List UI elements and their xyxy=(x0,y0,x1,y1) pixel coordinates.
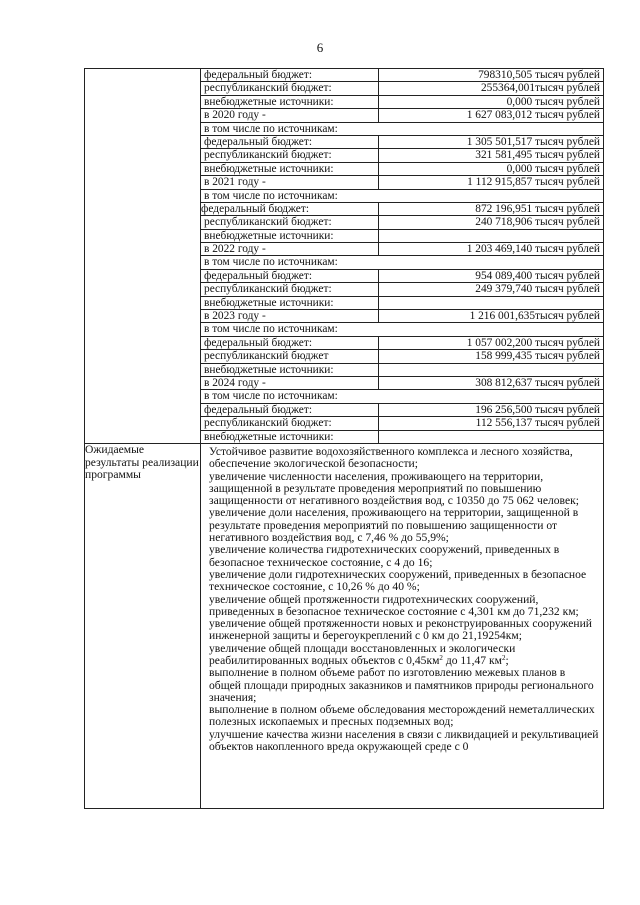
funding-subheading: в том числе по источникам: xyxy=(201,122,603,135)
funding-label: федеральный бюджет: xyxy=(201,69,379,82)
funding-subheading: в том числе по источникам: xyxy=(201,390,603,403)
funding-left-cell xyxy=(85,69,201,444)
results-label: Ожидаемые результаты реализации программы xyxy=(85,443,201,808)
funding-value: 321 581,495 тысяч рублей xyxy=(379,149,604,162)
funding-row xyxy=(201,283,603,296)
funding-value xyxy=(379,430,604,443)
result-item: увеличение общей площади восстановленных и экологически реабилитированных водных объектов с $0,45км^2$ до 11,47 $км^2$; xyxy=(209,641,516,667)
funding-label: внебюджетные источники: xyxy=(201,162,379,175)
funding-row xyxy=(201,430,603,443)
results-section xyxy=(85,443,604,808)
funding-row xyxy=(201,135,603,148)
funding-value: 0,000 тысяч рублей xyxy=(379,162,604,175)
funding-value: 0,000 тысяч рублей xyxy=(379,95,604,108)
funding-label: федеральный бюджет: xyxy=(201,269,379,282)
funding-row xyxy=(201,323,603,336)
funding-label: республиканский бюджет: xyxy=(201,216,379,229)
funding-value xyxy=(379,363,604,376)
funding-row xyxy=(201,336,603,349)
funding-row xyxy=(201,417,603,430)
funding-row xyxy=(201,256,603,269)
funding-value: 112 556,137 тысяч рублей xyxy=(379,417,604,430)
result-item: выполнение в полном объеме работ по изготовлению межевых планов в общей площади природных заказников и памятников природы регионального значения; xyxy=(209,666,594,704)
result-item: увеличение доли гидротехнических сооружений, приведенных в безопасное техническое состояние, с 10,26 % до 40 %; xyxy=(209,567,587,594)
results-text xyxy=(201,444,603,808)
funding-row xyxy=(201,350,603,363)
page-number: 6 xyxy=(316,40,324,55)
funding-label: республиканский бюджет: xyxy=(201,417,379,430)
funding-value: 255364,001тысяч рублей xyxy=(379,82,604,95)
funding-value: 1 627 083,012 тысяч рублей xyxy=(379,109,604,122)
funding-label: республиканский бюджет xyxy=(201,350,379,363)
funding-label: федеральный бюджет: xyxy=(201,336,379,349)
funding-row xyxy=(201,109,603,122)
funding-row xyxy=(201,403,603,416)
funding-value: 1 112 915,857 тысяч рублей xyxy=(379,176,604,189)
funding-value xyxy=(379,296,604,309)
funding-row xyxy=(201,243,603,256)
funding-subheading: в том числе по источникам: xyxy=(201,256,603,269)
funding-subheading: в том числе по источникам: xyxy=(201,323,603,336)
funding-label: федеральный бюджет: xyxy=(201,135,379,148)
funding-value: 158 999,435 тысяч рублей xyxy=(379,350,604,363)
funding-label: федеральный бюджет: xyxy=(201,403,379,416)
result-item: улучшение качества жизни населения в связи с ликвидацией и рекультивацией объектов накопленного вреда окружающей среде с 0 xyxy=(209,727,599,754)
funding-label: в 2024 году - xyxy=(201,376,379,389)
funding-label: республиканский бюджет: xyxy=(201,82,379,95)
funding-value: 308 812,637 тысяч рублей xyxy=(379,376,604,389)
funding-row xyxy=(201,229,603,242)
result-item: увеличение общей протяженности гидротехнических сооружений, приведенных в безопасное техническое состояние с 4,301 км до 71,232 км; xyxy=(209,592,579,618)
result-item: увеличение количества гидротехнических сооружений, приведенных в безопасное техническое состояние, с 4 до 16; xyxy=(209,543,560,569)
funding-label: республиканский бюджет: xyxy=(201,149,379,162)
funding-label: внебюджетные источники: xyxy=(201,229,379,242)
funding-table xyxy=(201,69,603,443)
funding-value: 1 305 501,517 тысяч рублей xyxy=(379,135,604,148)
funding-row xyxy=(201,310,603,323)
funding-label: в 2022 году - xyxy=(201,243,379,256)
funding-value: 872 196,951 тысяч рублей xyxy=(379,202,604,215)
funding-row xyxy=(201,122,603,135)
program-passport-table xyxy=(84,68,604,809)
funding-row xyxy=(201,376,603,389)
result-item: увеличение численности населения, проживающего на территории, защищенной в результате проведения мероприятий по повышению защищенности от негативного воздействия вод, с 10350 до 75 062 человек; xyxy=(209,469,579,508)
funding-section xyxy=(85,69,604,444)
funding-value xyxy=(379,229,604,242)
funding-row xyxy=(201,189,603,202)
result-item: увеличение доли населения, проживающего на территории, защищенной в результате проведения мероприятий по повышению защищенности от негативного воздействия вод, с 7,46 % до 55,9%; xyxy=(209,506,579,545)
funding-value: 249 379,740 тысяч рублей xyxy=(379,283,604,296)
funding-label: в 2020 году - xyxy=(201,109,379,122)
funding-row xyxy=(201,390,603,403)
funding-label: федеральный бюджет: xyxy=(201,202,379,215)
results-cell xyxy=(201,443,604,808)
funding-right-cell xyxy=(201,69,604,444)
result-item: Устойчивое развитие водохозяйственного комплекса и лесного хозяйства, обеспечение экологической безопасности; xyxy=(209,444,573,471)
funding-row xyxy=(201,95,603,108)
funding-row xyxy=(201,162,603,175)
funding-value: 196 256,500 тысяч рублей xyxy=(379,403,604,416)
funding-label: внебюджетные источники: xyxy=(201,363,379,376)
result-item: выполнение в полном объеме обследования месторождений неметаллических полезных ископаемых и пресных подземных вод; xyxy=(209,703,595,729)
funding-row xyxy=(201,82,603,95)
funding-label: внебюджетные источники: xyxy=(201,95,379,108)
funding-label: республиканский бюджет: xyxy=(201,283,379,296)
funding-value: 954 089,400 тысяч рублей xyxy=(379,269,604,282)
funding-row xyxy=(201,176,603,189)
funding-label: в 2023 году - xyxy=(201,310,379,323)
funding-row xyxy=(201,69,603,82)
funding-label: внебюджетные источники: xyxy=(201,296,379,309)
funding-row xyxy=(201,202,603,215)
funding-row xyxy=(201,149,603,162)
funding-label: в 2021 году - xyxy=(201,176,379,189)
funding-value: 1 216 001,635тысяч рублей xyxy=(379,310,604,323)
funding-row xyxy=(201,269,603,282)
funding-row xyxy=(201,216,603,229)
funding-label: внебюджетные источники: xyxy=(201,430,379,443)
funding-value: 1 203 469,140 тысяч рублей xyxy=(379,243,604,256)
result-item: увеличение общей протяженности новых и реконструированных сооружений инженерной защиты и берегоукреплений с 0 км до 21,19254км; xyxy=(209,617,592,643)
funding-row xyxy=(201,363,603,376)
funding-row xyxy=(201,296,603,309)
funding-subheading: в том числе по источникам: xyxy=(201,189,603,202)
funding-value: 240 718,906 тысяч рублей xyxy=(379,216,604,229)
funding-value: 1 057 002,200 тысяч рублей xyxy=(379,336,604,349)
funding-value: 798310,505 тысяч рублей xyxy=(379,69,604,82)
